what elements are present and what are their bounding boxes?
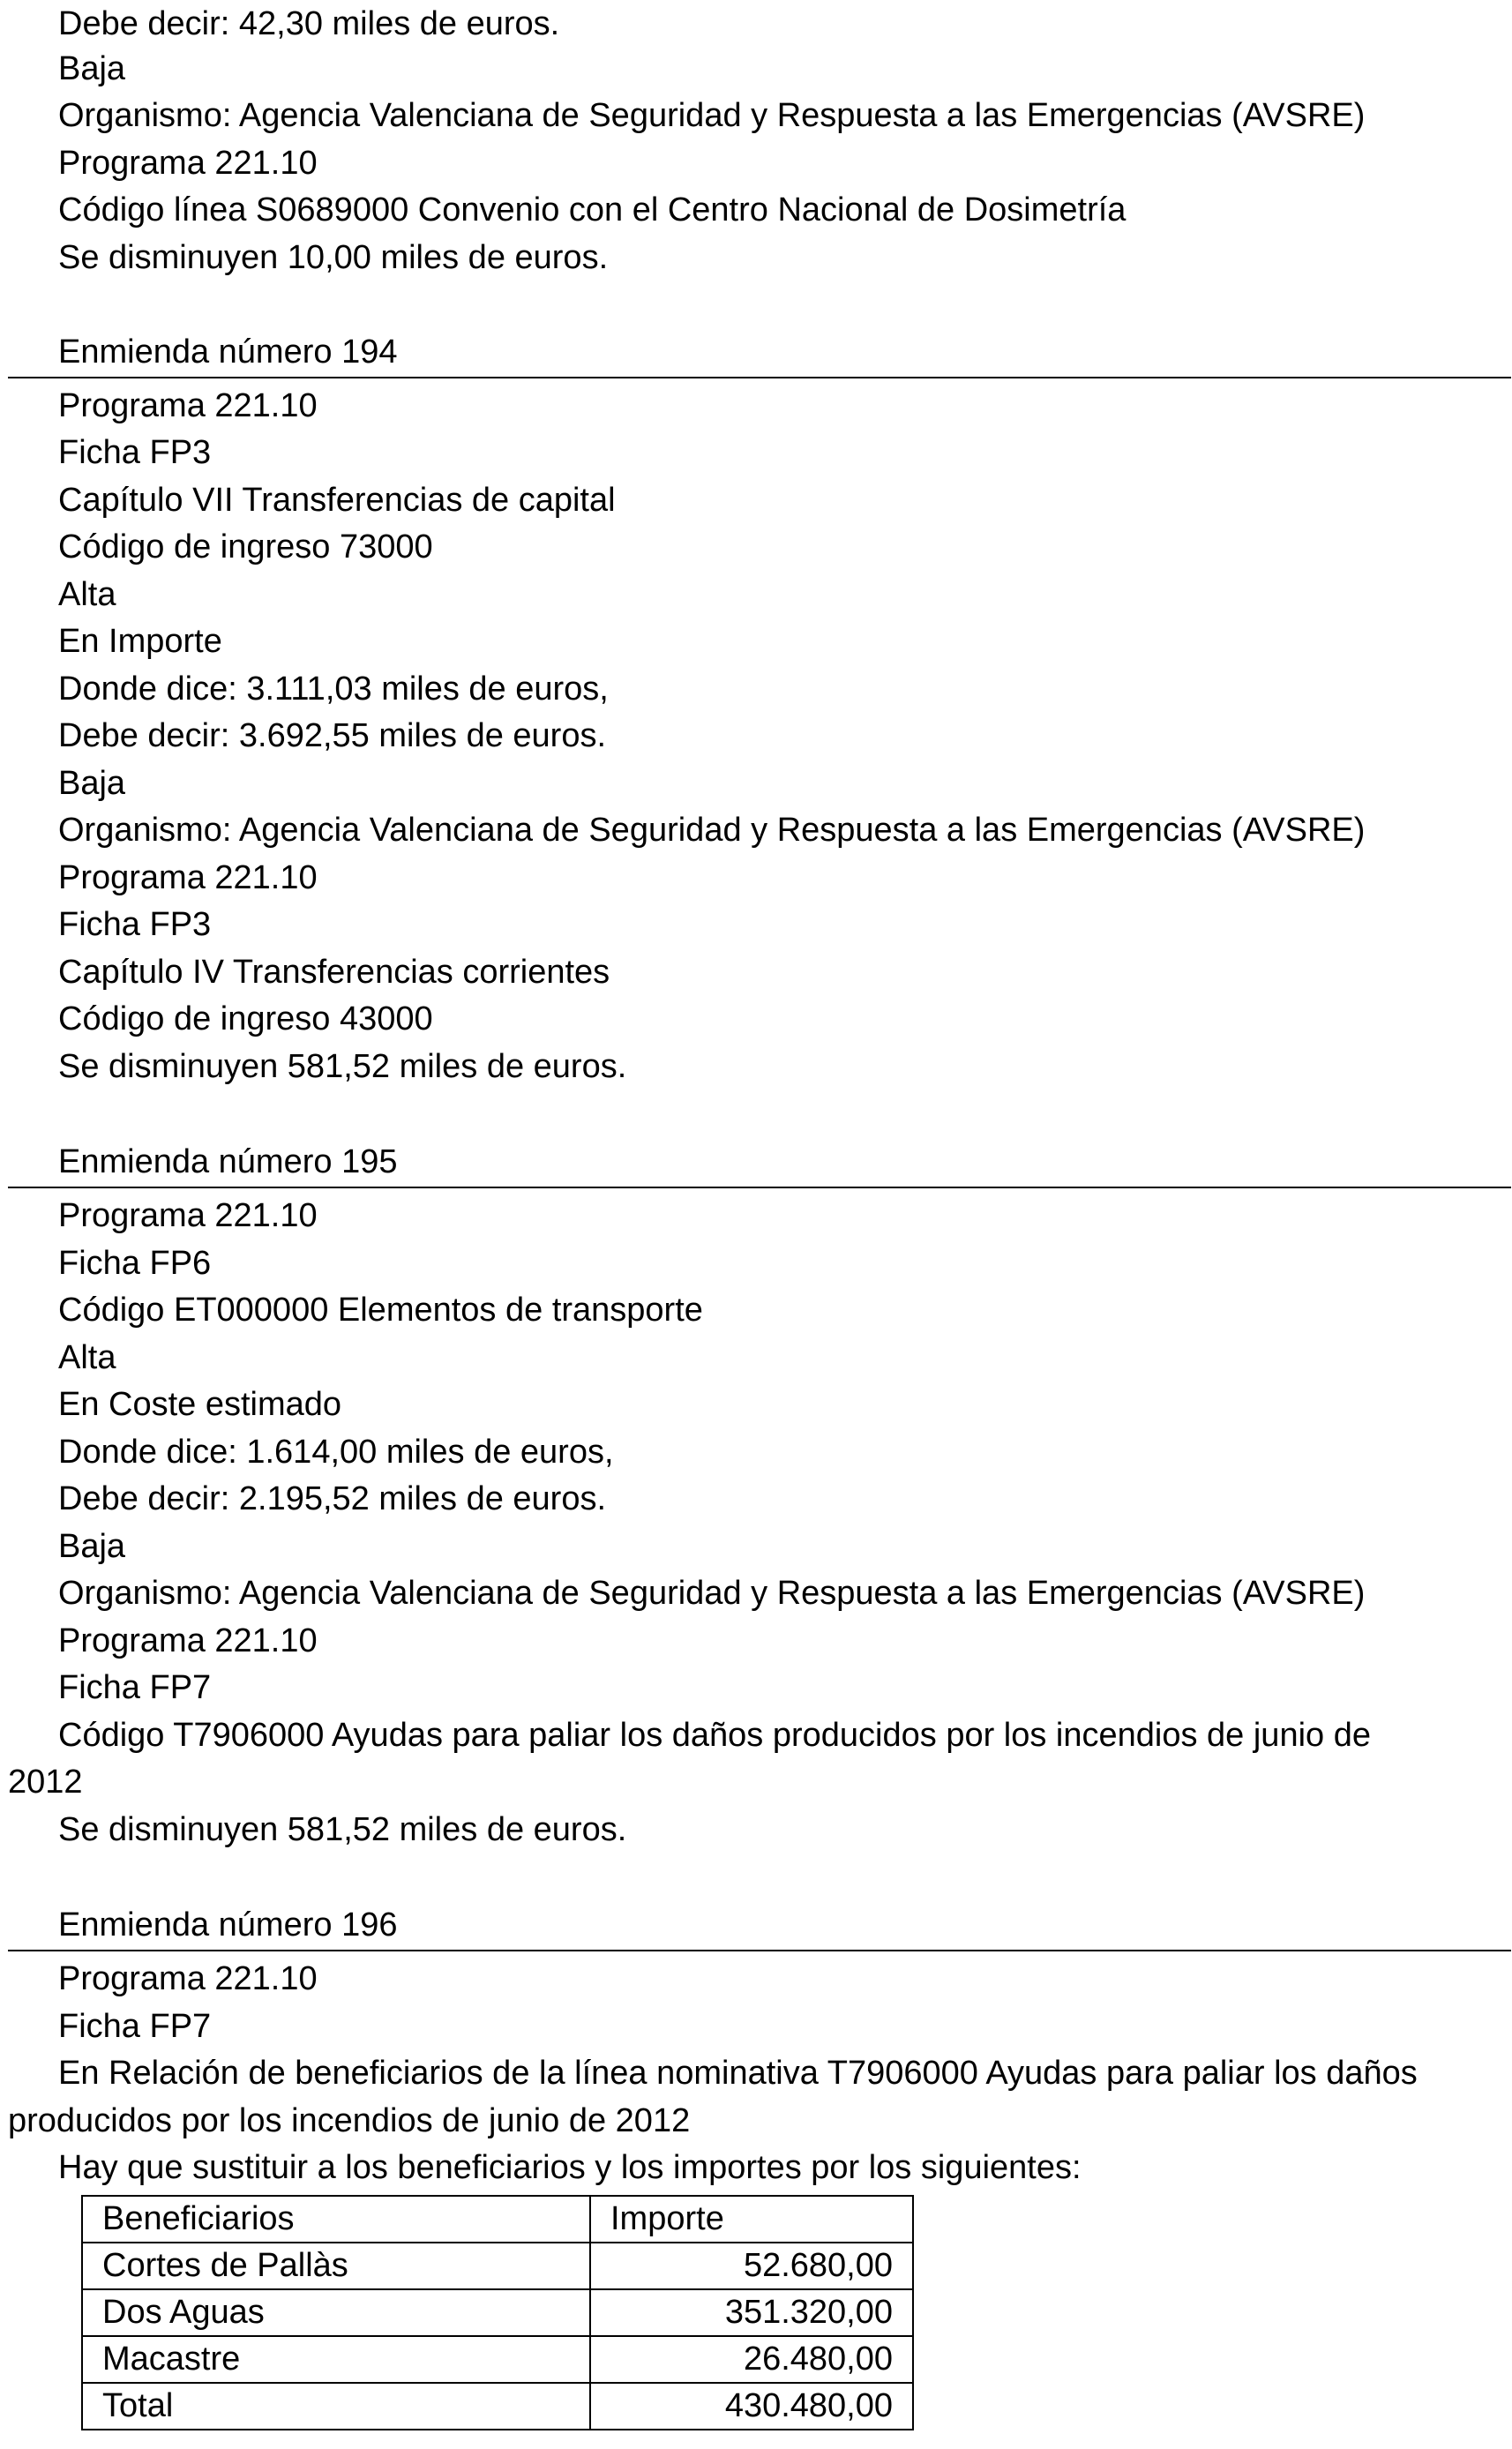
text-line: Código de ingreso 43000 <box>58 1000 433 1037</box>
text-line: Donde dice: 3.111,03 miles de euros, <box>58 670 609 708</box>
text-line: Organismo: Agencia Valenciana de Seguridad y Respuesta a las Emergencias (AVSRE) <box>58 812 1366 849</box>
text-line: Donde dice: 1.614,00 miles de euros, <box>58 1434 614 1471</box>
column-header-importe: Importe <box>590 2196 913 2243</box>
text-line: Ficha FP6 <box>58 1245 212 1282</box>
text-line: Código T7906000 Ayudas para paliar los daños producidos por los incendios de junio de <box>58 1717 1371 1754</box>
text-line: Baja <box>58 765 126 802</box>
beneficiary-amount: 52.680,00 <box>590 2243 913 2289</box>
beneficiary-name: Cortes de Pallàs <box>82 2243 590 2289</box>
text-line: Ficha FP3 <box>58 906 212 943</box>
text-line: Capítulo IV Transferencias corrientes <box>58 954 610 991</box>
table-header-row <box>82 2196 913 2243</box>
text-line: 2012 <box>8 1764 83 1801</box>
text-line: Se disminuyen 581,52 miles de euros. <box>58 1048 627 1085</box>
text-line: Capítulo VII Transferencias de capital <box>58 482 616 519</box>
beneficiary-amount: 26.480,00 <box>590 2336 913 2383</box>
beneficiary-amount: 351.320,00 <box>590 2289 913 2336</box>
text-line: Baja <box>58 50 126 87</box>
text-line: Programa 221.10 <box>58 859 318 896</box>
text-line: Programa 221.10 <box>58 387 318 424</box>
text-line: producidos por los incendios de junio de 2012 <box>8 2102 691 2139</box>
text-line: Alta <box>58 576 116 613</box>
text-line: Ficha FP7 <box>58 1669 212 1706</box>
text-line: Programa 221.10 <box>58 1197 318 1234</box>
text-line: Alta <box>58 1339 116 1376</box>
text-line: Código ET000000 Elementos de transporte <box>58 1292 703 1329</box>
text-line: Ficha FP3 <box>58 434 212 471</box>
text-line: Organismo: Agencia Valenciana de Seguridad y Respuesta a las Emergencias (AVSRE) <box>58 1575 1366 1612</box>
text-line: En Coste estimado <box>58 1386 342 1423</box>
text-line: Organismo: Agencia Valenciana de Seguridad y Respuesta a las Emergencias (AVSRE) <box>58 97 1366 134</box>
table-row <box>82 2336 913 2383</box>
beneficiaries-table <box>81 2195 914 2430</box>
table-total-row <box>82 2383 913 2430</box>
heading-rule <box>8 1950 1511 1951</box>
table-row <box>82 2243 913 2289</box>
amendment-heading: Enmienda número 196 <box>58 1906 398 1943</box>
heading-rule <box>8 377 1511 378</box>
total-label: Total <box>82 2383 590 2430</box>
text-line: Programa 221.10 <box>58 1622 318 1659</box>
text-line: Se disminuyen 581,52 miles de euros. <box>58 1811 627 1848</box>
text-line: Debe decir: 2.195,52 miles de euros. <box>58 1480 607 1517</box>
beneficiary-name: Dos Aguas <box>82 2289 590 2336</box>
amendment-heading: Enmienda número 195 <box>58 1143 398 1180</box>
text-line: Código línea S0689000 Convenio con el Centro Nacional de Dosimetría <box>58 191 1127 228</box>
text-line: Debe decir: 3.692,55 miles de euros. <box>58 717 607 754</box>
table-row <box>82 2289 913 2336</box>
text-line: Se disminuyen 10,00 miles de euros. <box>58 239 609 276</box>
beneficiary-name: Macastre <box>82 2336 590 2383</box>
text-line: Programa 221.10 <box>58 145 318 182</box>
amendment-heading: Enmienda número 194 <box>58 333 398 371</box>
text-line: Código de ingreso 73000 <box>58 528 433 565</box>
text-line: Programa 221.10 <box>58 1960 318 1997</box>
text-line: Debe decir: 42,30 miles de euros. <box>58 5 560 42</box>
text-line: Hay que sustituir a los beneficiarios y los importes por los siguientes: <box>58 2149 1082 2186</box>
text-line: Baja <box>58 1528 126 1565</box>
text-line: En Importe <box>58 623 222 660</box>
heading-rule <box>8 1187 1511 1188</box>
total-amount: 430.480,00 <box>590 2383 913 2430</box>
column-header-beneficiarios: Beneficiarios <box>82 2196 590 2243</box>
text-line: Ficha FP7 <box>58 2008 212 2045</box>
text-line: En Relación de beneficiarios de la línea nominativa T7906000 Ayudas para paliar los daños <box>58 2055 1418 2092</box>
